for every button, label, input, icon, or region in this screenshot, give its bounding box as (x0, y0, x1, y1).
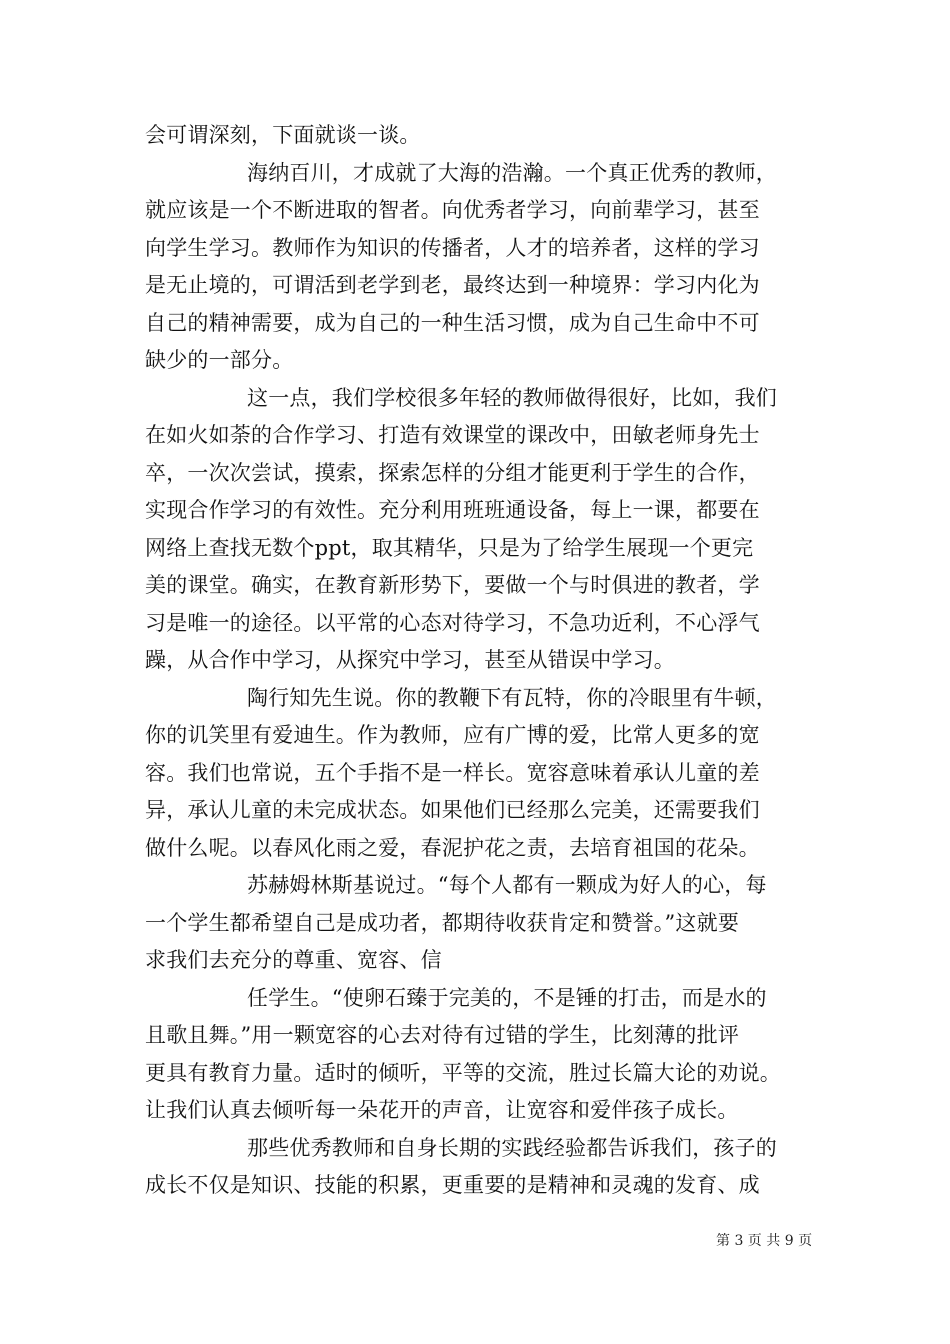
paragraph-start-line: 任学生。“使卵石臻于完美的，不是锤的打击，而是水的 (247, 985, 767, 1010)
text-line: 实现合作学习的有效性。充分利用班班通设备，每上一课，都要在 (145, 498, 760, 522)
paragraph-start-line: 陶行知先生说。你的教鞭下有瓦特，你的冷眼里有牛顿， (247, 685, 777, 710)
text-line: 在如火如荼的合作学习、打造有效课堂的课改中，田敏老师身先士 (145, 423, 760, 447)
text-line: 网络上查找无数个ppt，取其精华，只是为了给学生展现一个更完 (145, 535, 754, 560)
text-line: 会可谓深刻，下面就谈一谈。 (145, 123, 421, 147)
paragraph-start-line: 这一点，我们学校很多年轻的教师做得很好，比如，我们 (247, 385, 777, 410)
text-line: 就应该是一个不断进取的智者。向优秀者学习，向前辈学习，甚至 (145, 198, 760, 222)
text-line: 你的讥笑里有爱迪生。作为教师，应有广博的爱，比常人更多的宽 (145, 723, 760, 747)
text-line: 自己的精神需要，成为自己的一种生活习惯，成为自己生命中不可 (145, 310, 760, 335)
paragraph-start-line: 那些优秀教师和自身长期的实践经验都告诉我们，孩子的 (247, 1135, 777, 1160)
text-line: 卒，一次次尝试，摸索，探索怎样的分组才能更利于学生的合作， (145, 460, 760, 485)
text-line: 求我们去充分的尊重、宽容、信 (145, 948, 442, 972)
text-line: 向学生学习。教师作为知识的传播者，人才的培养者，这样的学习 (145, 235, 760, 260)
page-number-footer: 第 3 页 共 9 页 (716, 1233, 813, 1249)
text-line: 成长不仅是知识、技能的积累，更重要的是精神和灵魂的发育、成 (145, 1173, 760, 1197)
paragraph-start-line: 苏赫姆林斯基说过。“每个人都有一颗成为好人的心，每 (247, 873, 767, 897)
text-line: 习是唯一的途径。以平常的心态对待学习，不急功近利，不心浮气 (145, 610, 760, 635)
text-line: 且歌且舞。”用一颗宽容的心去对待有过错的学生，比刻薄的批评 (145, 1023, 740, 1047)
text-line: 美的课堂。确实，在教育新形势下，要做一个与时俱进的教者，学 (145, 573, 760, 597)
body-text (145, 117, 815, 1205)
text-line: 躁，从合作中学习，从探究中学习，甚至从错误中学习。 (145, 648, 675, 672)
text-line: 做什么呢。以春风化雨之爱，春泥护花之责，去培育祖国的花朵。 (145, 835, 760, 860)
text-line: 一个学生都希望自己是成功者，都期待收获肯定和赞誉。”这就要 (145, 910, 740, 935)
paragraph-start-line: 海纳百川，才成就了大海的浩瀚。一个真正优秀的教师， (247, 160, 777, 185)
text-line: 是无止境的，可谓活到老学到老，最终达到一种境界：学习内化为 (145, 273, 760, 297)
text-line: 更具有教育力量。适时的倾听，平等的交流，胜过长篇大论的劝说。 (145, 1060, 781, 1085)
text-line: 异，承认儿童的未完成状态。如果他们已经那么完美，还需要我们 (145, 798, 760, 822)
text-line: 容。我们也常说，五个手指不是一样长。宽容意味着承认儿童的差 (145, 760, 760, 785)
text-line: 让我们认真去倾听每一朵花开的声音，让宽容和爱伴孩子成长。 (145, 1098, 739, 1122)
text-line: 缺少的一部分。 (145, 348, 294, 372)
